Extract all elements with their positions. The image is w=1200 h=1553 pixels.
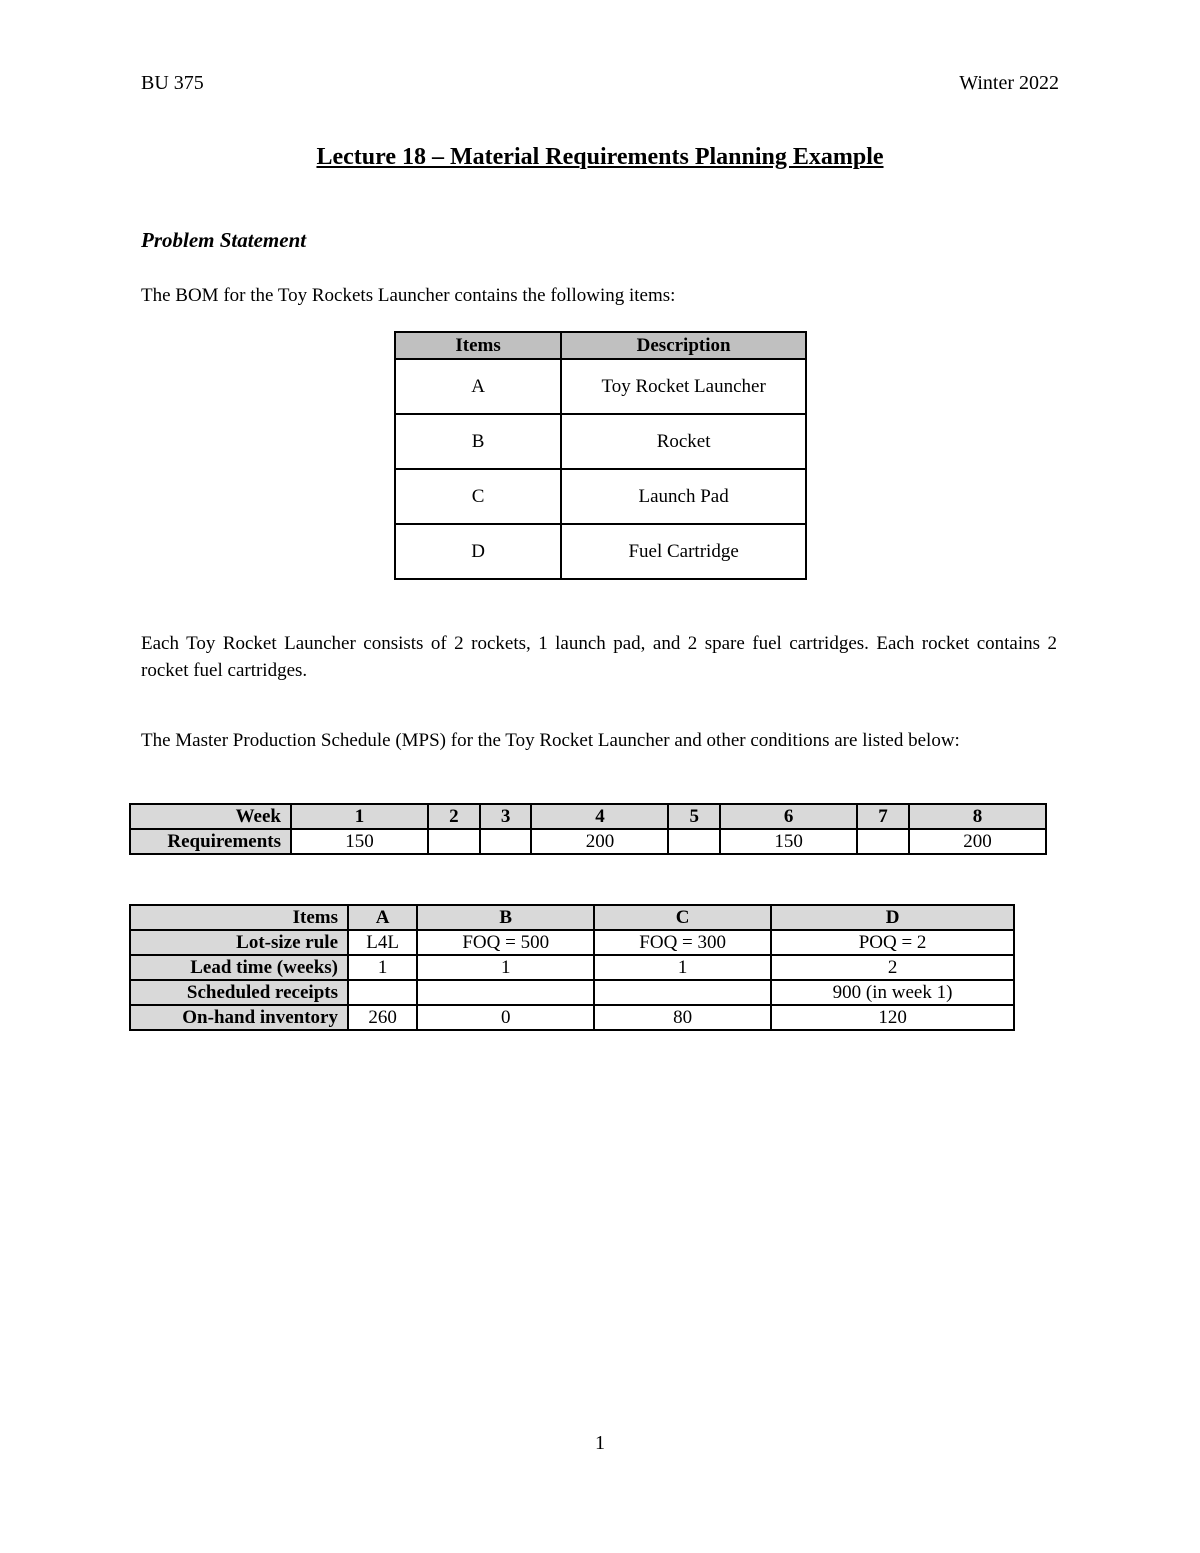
page-number: 1 (595, 1432, 605, 1454)
section-heading: Problem Statement (141, 228, 307, 252)
condition-cell (594, 980, 771, 1005)
conditions-header-row (130, 905, 1014, 930)
condition-cell: 1 (417, 955, 594, 980)
bom-item-cell: B (395, 414, 561, 469)
bom-description-cell: Launch Pad (561, 469, 806, 524)
condition-cell: 1 (594, 955, 771, 980)
items-label: Items (130, 905, 348, 930)
requirement-cell (480, 829, 532, 854)
row-label: On-hand inventory (130, 1005, 348, 1030)
week-cell: 5 (668, 804, 720, 829)
week-cell: 2 (428, 804, 480, 829)
condition-cell: POQ = 2 (771, 930, 1014, 955)
bom-item-cell: C (395, 469, 561, 524)
page-title: Lecture 18 – Material Requirements Planning Example (316, 144, 884, 170)
condition-cell: 120 (771, 1005, 1014, 1030)
table-row (395, 469, 806, 524)
condition-cell: 80 (594, 1005, 771, 1030)
table-row (130, 930, 1014, 955)
condition-cell: 900 (in week 1) (771, 980, 1014, 1005)
week-cell: 1 (291, 804, 428, 829)
row-label: Lot-size rule (130, 930, 348, 955)
week-cell: 7 (857, 804, 909, 829)
item-header-cell: B (417, 905, 594, 930)
week-cell: 4 (531, 804, 668, 829)
term-label: Winter 2022 (959, 72, 1059, 94)
condition-cell (417, 980, 594, 1005)
bom-item-cell: A (395, 359, 561, 414)
mps-week-row (130, 804, 1046, 829)
table-row (395, 359, 806, 414)
course-code: BU 375 (141, 72, 204, 94)
bom-header-description: Description (561, 332, 806, 359)
condition-cell: FOQ = 300 (594, 930, 771, 955)
bom-header-row (395, 332, 806, 359)
condition-cell (348, 980, 417, 1005)
bom-description-cell: Rocket (561, 414, 806, 469)
week-cell: 8 (909, 804, 1046, 829)
requirement-cell (668, 829, 720, 854)
requirements-label: Requirements (130, 829, 291, 854)
week-cell: 3 (480, 804, 532, 829)
table-row (130, 955, 1014, 980)
mps-table (129, 803, 1047, 855)
table-row (395, 414, 806, 469)
condition-cell: 260 (348, 1005, 417, 1030)
condition-cell: 0 (417, 1005, 594, 1030)
row-label: Lead time (weeks) (130, 955, 348, 980)
table-row (130, 1005, 1014, 1030)
bom-item-cell: D (395, 524, 561, 579)
intro-paragraph: The BOM for the Toy Rockets Launcher contains the following items: (141, 285, 676, 306)
item-header-cell: A (348, 905, 417, 930)
condition-cell: L4L (348, 930, 417, 955)
mps-requirements-row (130, 829, 1046, 854)
bom-table (394, 331, 807, 580)
condition-cell: 1 (348, 955, 417, 980)
bom-description-cell: Fuel Cartridge (561, 524, 806, 579)
requirement-cell: 200 (909, 829, 1046, 854)
mps-intro-paragraph: The Master Production Schedule (MPS) for the Toy Rocket Launcher and other conditions are listed below: (141, 730, 960, 751)
requirement-cell: 150 (291, 829, 428, 854)
bom-description-cell: Toy Rocket Launcher (561, 359, 806, 414)
condition-cell: 2 (771, 955, 1014, 980)
table-row (130, 980, 1014, 1005)
composition-paragraph: Each Toy Rocket Launcher consists of 2 rockets, 1 launch pad, and 2 spare fuel cartridges. Each rocket contains 2 rocket fuel cartridges. (141, 633, 1057, 681)
table-row (395, 524, 806, 579)
item-header-cell: D (771, 905, 1014, 930)
row-label: Scheduled receipts (130, 980, 348, 1005)
week-label: Week (130, 804, 291, 829)
requirement-cell: 150 (720, 829, 857, 854)
item-header-cell: C (594, 905, 771, 930)
conditions-table (129, 904, 1015, 1031)
requirement-cell (428, 829, 480, 854)
week-cell: 6 (720, 804, 857, 829)
condition-cell: FOQ = 500 (417, 930, 594, 955)
requirement-cell (857, 829, 909, 854)
requirement-cell: 200 (531, 829, 668, 854)
bom-header-items: Items (395, 332, 561, 359)
